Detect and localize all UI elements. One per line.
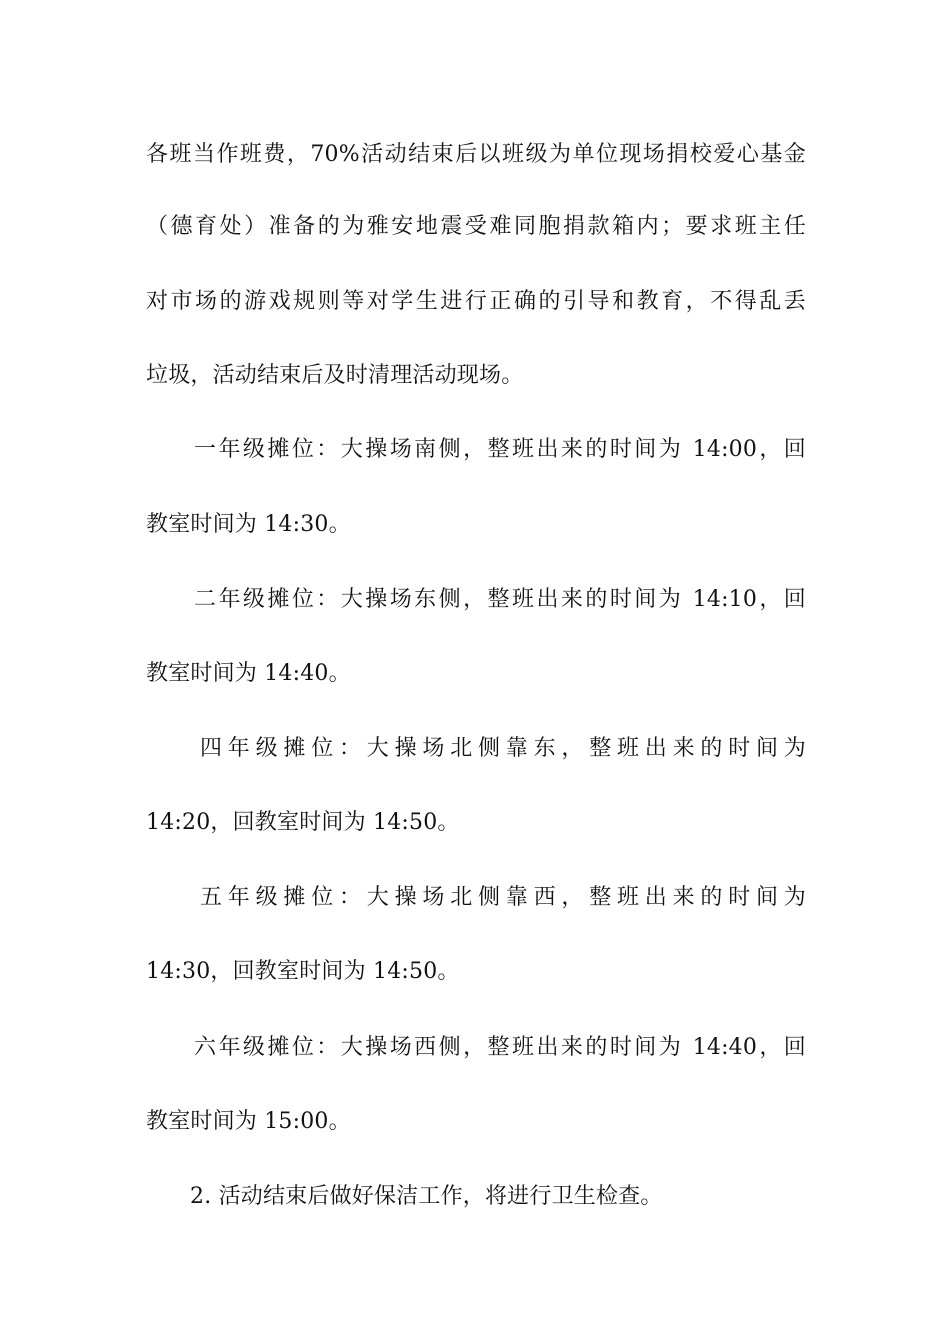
- grade-one-return-line: 教室时间为 14:30。: [146, 512, 351, 537]
- grade-four-booth-line: 四年级摊位：大操场北侧靠东，整班出来的时间为: [200, 736, 806, 761]
- numbered-item-2: 2. 活动结束后做好保洁工作，将进行卫生检查。: [190, 1184, 663, 1209]
- grade-six-booth-line: 六年级摊位：大操场西侧，整班出来的时间为 14:40，回: [194, 1035, 806, 1060]
- grade-two-return-line: 教室时间为 14:40。: [146, 661, 351, 686]
- grade-five-booth-line: 五年级摊位：大操场北侧靠西，整班出来的时间为: [200, 885, 806, 910]
- paragraph-line-4: 垃圾，活动结束后及时清理活动现场。: [146, 363, 524, 388]
- grade-two-booth-line: 二年级摊位：大操场东侧，整班出来的时间为 14:10，回: [194, 587, 806, 612]
- paragraph-line-3: 对市场的游戏规则等对学生进行正确的引导和教育，不得乱丢: [146, 289, 806, 314]
- paragraph-line-2: （德育处）准备的为雅安地震受难同胞捐款箱内；要求班主任: [146, 214, 806, 239]
- grade-five-return-line: 14:30，回教室时间为 14:50。: [146, 959, 460, 984]
- grade-four-return-line: 14:20，回教室时间为 14:50。: [146, 810, 460, 835]
- grade-one-booth-line: 一年级摊位：大操场南侧，整班出来的时间为 14:00，回: [194, 437, 806, 462]
- grade-six-return-line: 教室时间为 15:00。: [146, 1109, 351, 1134]
- paragraph-line-1: 各班当作班费，70%活动结束后以班级为单位现场捐校爱心基金: [146, 142, 806, 167]
